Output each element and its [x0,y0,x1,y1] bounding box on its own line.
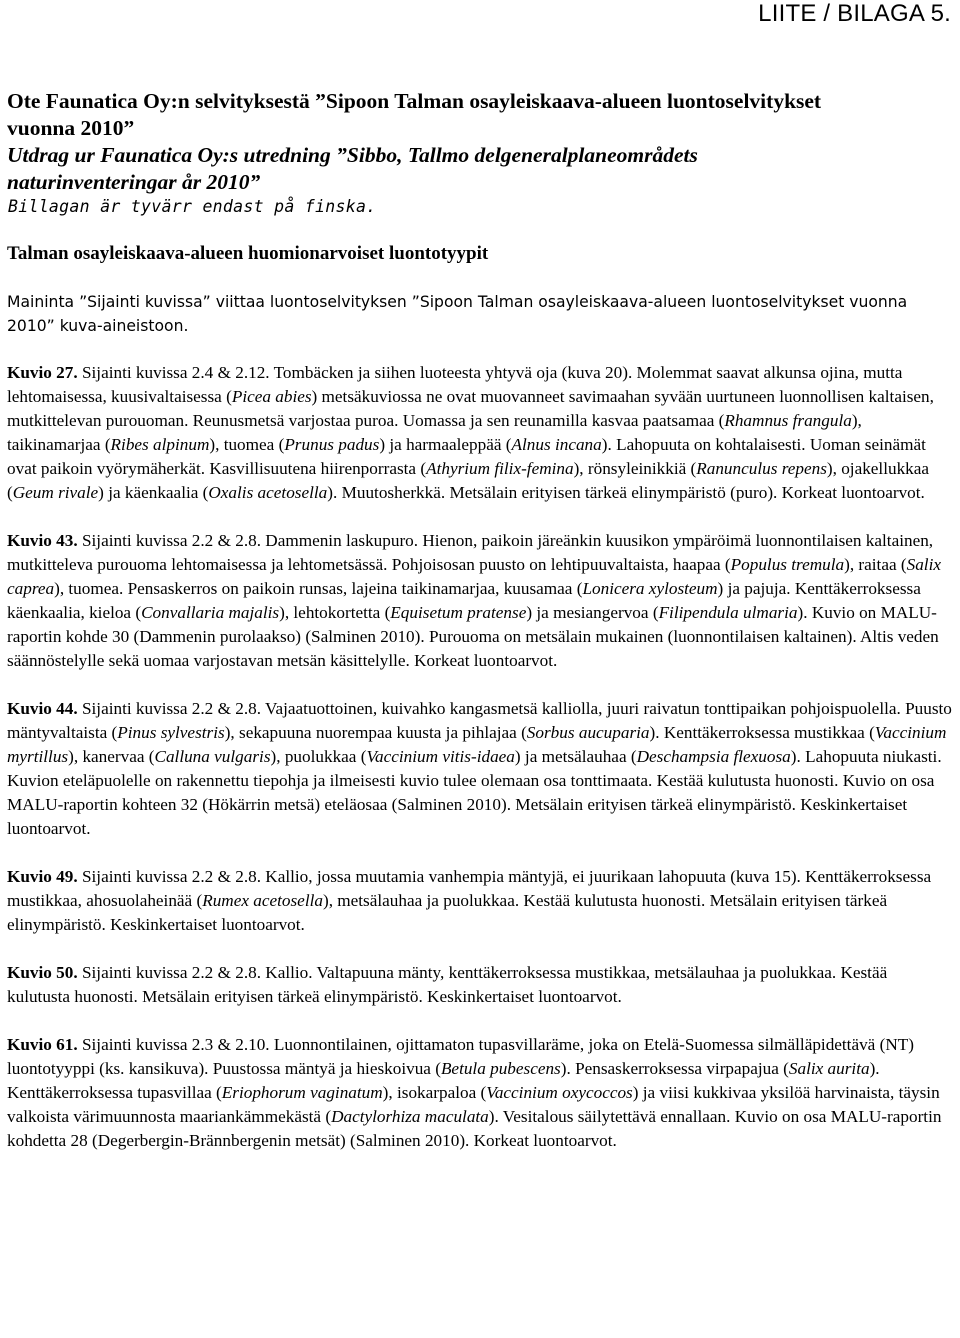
species-name: Vaccinium oxycoccos [486,1083,633,1102]
entry-text-segment: Sijainti kuvissa 2.2 & 2.8. Dammenin laskupuro. Hienon, paikoin järeänkin kuusikon ympäröimä luonnontilaisen kaltainen, mutkitteleva purouoma lehtomaisessa ja lehtometsässä. Pohjoisosan puusto on lehtipuuvaltaista, haapaa ( [7,531,934,574]
entry-text-segment: ) metsäkuviossa ne ovat muovanneet savimaahan syvään uurtuneen luonnollisen kaltaisen, mutkittelevan purouoman. Reunusmetsä varjostaa puroa. Uomassa ja sen reunamilla kasvaa paatsamaa ( [7,387,934,430]
entry-text-segment: ), taikinamarjaa ( [7,411,862,454]
entry-text-segment: ), metsälauhaa ja puolukkaa. Kestää kulutusta huonosti. Metsälain erityisen tärkeä elinympäristö. Keskinkertaiset luontoarvot. [7,891,888,934]
entry-text-segment: Sijainti kuvissa 2.4 & 2.12. Tombäcken ja siihen luoteesta yhtyvä oja (kuva 20). Molemmat saavat alkunsa ojina, mutta lehtomaisessa, kuusivaltaisessa ( [7,363,903,406]
entry-text-segment: ), lehtokortetta ( [279,603,391,622]
entry-text-segment: ), puolukkaa ( [270,747,367,766]
entry-text-segment: ). Muutosherkkä. Metsälain erityisen tärkeä elinympäristö (puro). Korkeat luontoarvot. [327,483,925,502]
entry-text-segment: ), ojakellukkaa ( [7,459,930,502]
species-name: Prunus padus [284,435,380,454]
species-name: Picea abies [231,387,312,406]
document-page [7,88,952,1153]
species-name: Betula pubescens [440,1059,561,1078]
species-name: Vaccinium vitis-idaea [366,747,515,766]
entry-text [7,699,952,838]
entry-text-segment: Sijainti kuvissa 2.2 & 2.8. Kallio, jossa muutamia vanhempia mäntyjä, ei juurikaan lahopuuta (kuva 15). Kenttäkerroksessa mustikkaa, ahosuolaheinää ( [7,867,932,910]
entry-label: Kuvio 27. [7,363,78,382]
entry-text-segment: Sijainti kuvissa 2.2 & 2.8. Kallio. Valtapuuna mänty, kenttäkerroksessa mustikkaa, metsälauhaa ja puolukkaa. Kestää kulutusta huonosti. Metsälain erityisen tärkeä elinympäristö. Keskinkertaiset luontoarvot. [7,963,888,1006]
entry-text-segment: ). Pensaskerroksessa virpapajua ( [560,1059,789,1078]
species-name: Ranunculus repens [696,459,827,478]
entry-label: Kuvio 50. [7,963,78,982]
entry-kuvio-44 [7,697,952,841]
entry-text [7,1035,941,1150]
language-note: Billagan är tyvärr endast på finska. [8,197,377,216]
species-name: Athyrium filix-femina [426,459,574,478]
entry-text [7,531,941,670]
entry-text-segment: ), tuomea. Pensaskerros on paikoin runsas, lajeina taikinamarjaa, kuusamaa ( [54,579,583,598]
title-swedish-line-1: Utdrag ur Faunatica Oy:s utredning ”Sibbo, Tallmo delgeneralplaneområdets [7,143,698,167]
species-name: Calluna vulgaris [154,747,271,766]
entry-text-segment: ), sekapuuna nuorempaa kuusta ja pihlajaa ( [224,723,527,742]
species-name: Salix caprea [7,555,941,598]
entry-text-segment: ). Kuvio on MALU-raportin kohde 30 (Dammenin purolaakso) (Salminen 2010). Purouoma on metsälain mukainen (luonnontilaisen kaltainen). Altis veden säännöstelylle sekä uomaa varjostavan metsän käsittelylle. Korkeat luontoarvot. [7,603,939,670]
title-swedish-line-2: naturinventeringar år 2010” [7,170,261,194]
entry-text [7,363,934,502]
species-name: Lonicera xylosteum [582,579,718,598]
entry-text-segment: ), raitaa ( [844,555,907,574]
entry-kuvio-43 [7,529,952,673]
entry-text-segment: Sijainti kuvissa 2.2 & 2.8. Vajaatuottoinen, kuivahko kangasmetsä kalliolla, juuri raivatun tonttipaikan pohjoispuolella. Puusto mäntyvaltaista ( [7,699,952,742]
entries-list [7,361,952,1153]
entry-kuvio-61 [7,1033,952,1153]
appendix-label: LIITE / BILAGA 5. [758,0,951,27]
entry-text-segment: ) ja viisi kukkivaa yksilöä harvinaista, täysin valkoista värimuunnosta maariankämmekästä ( [7,1083,940,1126]
entry-label: Kuvio 44. [7,699,78,718]
species-name: Dactylorhiza maculata [331,1107,489,1126]
entry-text-segment: Sijainti kuvissa 2.3 & 2.10. Luonnontilainen, ojittamaton tupasvillaräme, joka on Etelä-Suomessa silmälläpidettävä (NT) luontotyyppi (ks. kansikuva). Puustossa mäntyä ja hieskoivua ( [7,1035,914,1078]
species-name: Rumex acetosella [202,891,323,910]
entry-label: Kuvio 49. [7,867,78,886]
entry-text-segment: ), kanervaa ( [68,747,155,766]
entry-text-segment: ) ja käenkaalia ( [98,483,209,502]
entry-text-segment: ), isokarpaloa ( [382,1083,487,1102]
species-name: Oxalis acetosella [208,483,328,502]
species-name: Rhamnus frangula [724,411,852,430]
species-name: Geum rivale [12,483,99,502]
species-name: Ribes alpinum [110,435,210,454]
species-name: Filipendula ulmaria [658,603,798,622]
species-name: Equisetum pratense [390,603,527,622]
entry-text-segment: ). Lahopuuta niukasti. Kuvion eteläpuolelle on rakennettu tiepohja ja ilmeisesti kuvio tulee olemaan osa tonttimaata. Kestää kulutusta huonosti. Kuvio on osa MALU-raportin kohteen 32 (Hökärrin metsä) eteläosaa (Salminen 2010). Metsälain erityisen tärkeä elinympäristö. Keskinkertaiset luontoarvot. [7,747,942,838]
document-title [7,88,952,218]
entry-text-segment: ). Kenttäkerroksessa tupasvillaa ( [7,1059,880,1102]
species-name: Convallaria majalis [141,603,280,622]
entry-text-segment: ) ja metsälauhaa ( [514,747,637,766]
section-heading: Talman osayleiskaava-alueen huomionarvoiset luontotyypit [7,243,489,264]
entry-text-segment: ), tuomea ( [209,435,285,454]
species-name: Eriophorum vaginatum [221,1083,383,1102]
species-name: Salix aurita [788,1059,870,1078]
entry-text [7,963,887,1006]
species-name: Deschampsia flexuosa [636,747,791,766]
species-name: Pinus sylvestris [117,723,225,742]
species-name: Alnus incana [511,435,602,454]
entry-kuvio-50 [7,961,952,1009]
entry-kuvio-49 [7,865,952,937]
entry-text-segment: ), rönsyleinikkiä ( [573,459,697,478]
entry-text-segment: ) ja mesiangervoa ( [526,603,659,622]
entry-text-segment: ). Vesitalous säilytettävä ennallaan. Kuvio on osa MALU-raportin kohdetta 28 (Degerbergin-Brännbergenin metsät) (Salminen 2010). Korkeat luontoarvot. [7,1107,942,1150]
entry-kuvio-27 [7,361,952,505]
species-name: Sorbus aucuparia [526,723,650,742]
entry-text-segment: ) ja harmaaleppää ( [379,435,512,454]
entry-text-segment: ). Lahopuuta on kohtalaisesti. Uoman seinämät ovat paikoin vyörymäherkät. Kasvillisuutena hiirenporrasta ( [7,435,926,478]
entry-label: Kuvio 43. [7,531,78,550]
entry-text-segment: ) ja pajuja. Kenttäkerroksessa käenkaalia, kieloa ( [7,579,921,622]
entry-text-segment: ). Kenttäkerroksessa mustikkaa ( [649,723,875,742]
species-name: Vaccinium myrtillus [7,723,947,766]
intro-paragraph: Maininta ”Sijainti kuvissa” viittaa luontoselvityksen ”Sipoon Talman osayleiskaava-alueen luontoselvitykset vuonna 2010” kuva-aineistoon. [7,293,908,335]
title-finnish-line-1: Ote Faunatica Oy:n selvityksestä ”Sipoon Talman osayleiskaava-alueen luontoselvitykset [7,89,822,113]
species-name: Populus tremula [730,555,845,574]
entry-label: Kuvio 61. [7,1035,78,1054]
entry-text [7,867,931,934]
title-finnish-line-2: vuonna 2010” [7,116,135,140]
